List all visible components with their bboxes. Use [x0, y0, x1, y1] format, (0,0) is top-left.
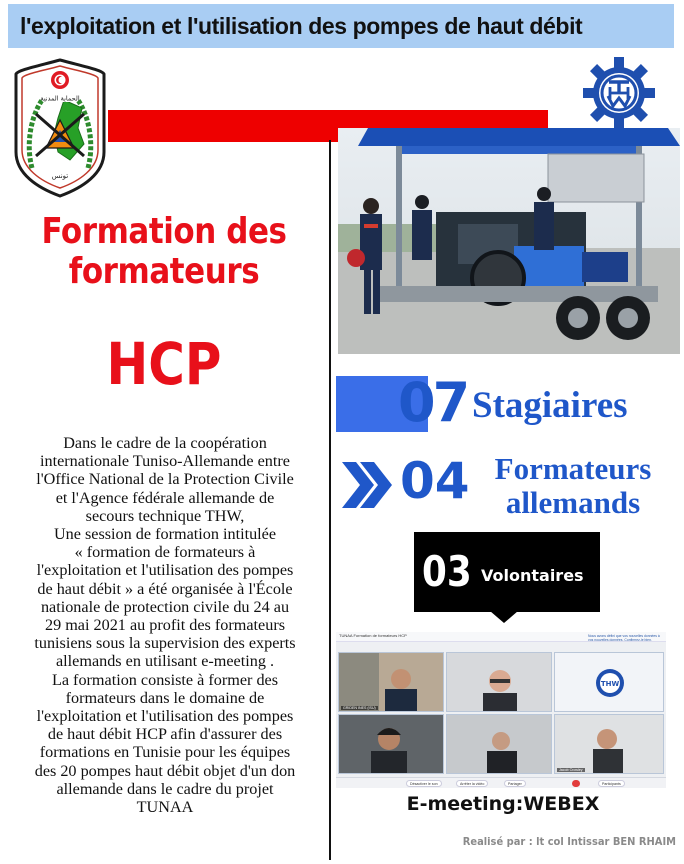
body-line: tunisiens sous la supervision des experts [34, 634, 296, 653]
participant-tile [554, 714, 664, 774]
body-line: nationale de protection civile du 24 au [40, 597, 290, 616]
body-line: La formation consiste à former des [51, 670, 279, 689]
body-line: internationale Tuniso-Allemande entre [40, 452, 290, 471]
body-line: des 20 pompes haut débit objet d'un don [34, 761, 296, 780]
end-call-button[interactable] [572, 780, 580, 787]
formateurs-count: 04 [400, 452, 470, 510]
body-line: Une session de formation intitulée [53, 525, 277, 544]
participant-name: Jacob Crowley [559, 768, 583, 772]
body-line: l'exploitation et l'utilisation des pompes [36, 707, 294, 726]
participant-tile [338, 652, 444, 712]
formateurs-label [490, 452, 656, 520]
svg-text:تونس: تونس [51, 172, 69, 180]
body-line: de haut débit HCP afin d'assurer des [47, 725, 283, 744]
svg-text:الحماية المدنية: الحماية المدنية [40, 94, 80, 103]
volontaires-count: 03 [422, 547, 472, 596]
top-banner [8, 4, 674, 48]
headline-line-1: Formation des [41, 211, 287, 252]
description-paragraph [6, 434, 324, 816]
stagiaires-count: 07 [398, 371, 468, 434]
body-line: formateurs dans le domaine de [65, 688, 265, 707]
stop-video-button[interactable]: Arrêter la vidéo [456, 780, 488, 787]
participant-name: GRIDEN INES (ISU) [343, 706, 376, 710]
body-line: formations en Tunisie pour les équipes [39, 743, 291, 762]
body-line: « formation de formateurs à [74, 543, 256, 562]
participant-tile [338, 714, 444, 774]
body-line: secours technique THW, [85, 506, 245, 525]
pump-trailer-photo [338, 128, 680, 354]
webex-meeting-screenshot [336, 632, 666, 788]
stagiaires-label: Stagiaires [472, 385, 628, 426]
thw-gear-logo-icon [580, 56, 658, 130]
volontaires-box-pointer [490, 611, 518, 623]
mute-button[interactable]: Désactiver le son [406, 780, 442, 787]
participant-tile [446, 652, 552, 712]
double-chevron-icon [340, 458, 394, 512]
body-line: TUNAA [136, 798, 194, 817]
webex-chat-message: Nous avons défini que vos nouvelles données à vos nouvelles données. Confirmez-le bien. [588, 634, 660, 642]
headline-hcp: HCP [106, 330, 222, 398]
formateurs-label-line-2: allemands [505, 485, 641, 520]
body-line: et l'Agence fédérale allemande de [55, 488, 275, 507]
headline [14, 212, 314, 292]
webex-window-title: TUNAA Formation de formateurs HCP [339, 633, 407, 638]
participant-tile [446, 714, 552, 774]
body-line: de haut débit » a été organisée à l'École [37, 579, 293, 598]
body-line: allemande dans le cadre du projet [56, 779, 274, 798]
webex-control-bar [336, 777, 666, 788]
emeeting-caption: E-meeting:WEBEX [406, 793, 600, 815]
body-line: l'Office National de la Protection Civile [36, 470, 294, 489]
share-button[interactable]: Partager [504, 780, 526, 787]
banner-title: l'exploitation et l'utilisation des pompes de haut débit [20, 12, 583, 39]
participant-tile [554, 652, 664, 712]
volontaires-label: Volontaires [481, 566, 584, 585]
headline-line-2: formateurs [68, 251, 260, 292]
body-line: allemands en utilisant e-meeting . [55, 652, 275, 671]
body-line: Dans le cadre de la coopération [63, 434, 267, 452]
svg-text:THW: THW [600, 680, 620, 688]
author-credit: Realisé par : lt col Intissar BEN RHAIM [462, 835, 676, 848]
body-line: l'exploitation et l'utilisation des pompes [36, 561, 294, 580]
participants-button[interactable]: Participants [598, 780, 625, 787]
body-line: 29 mai 2021 au profit des formateurs [44, 616, 286, 635]
civil-protection-emblem-icon [12, 56, 108, 198]
column-divider [329, 140, 331, 860]
formateurs-label-line-1: Formateurs [494, 451, 652, 486]
